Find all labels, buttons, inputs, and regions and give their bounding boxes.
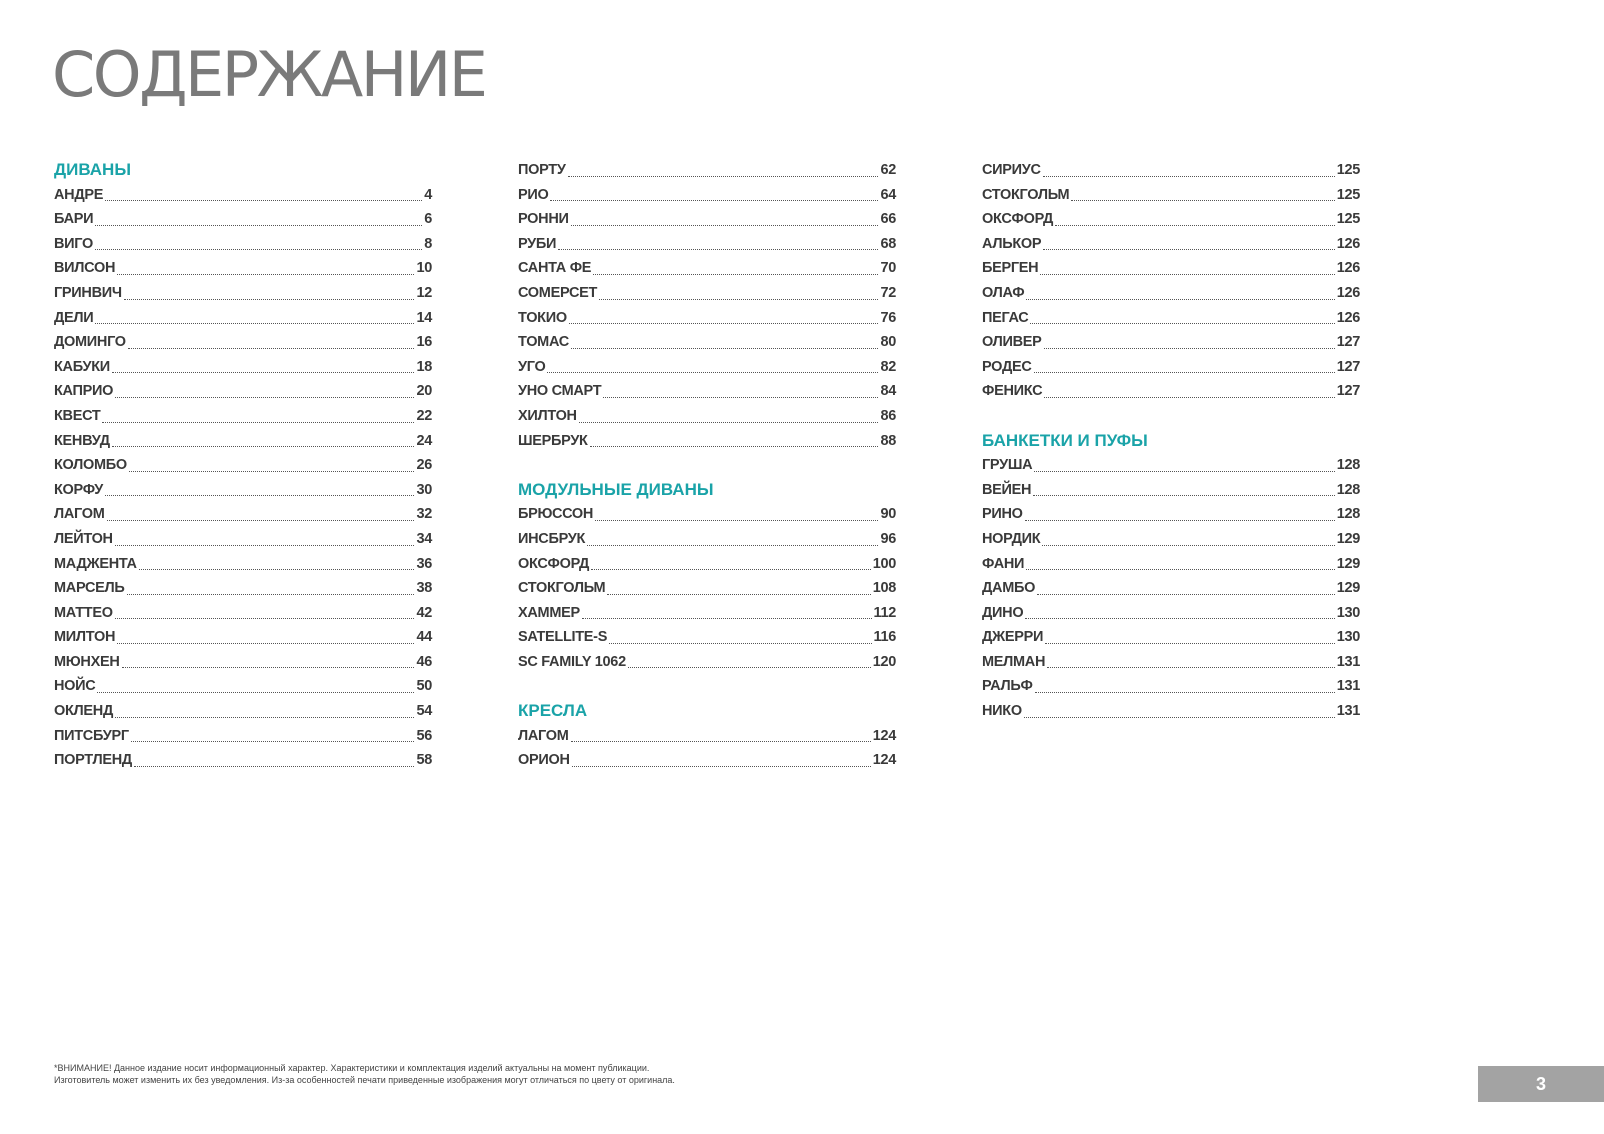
dot-leader — [122, 667, 415, 668]
dot-leader — [1047, 667, 1335, 668]
toc-entry-name: ДОМИНГО — [54, 334, 126, 351]
toc-entry[interactable] — [518, 404, 896, 429]
toc-entry[interactable] — [54, 650, 432, 675]
toc-entry-name: МАДЖЕНТА — [54, 555, 137, 572]
toc-entry-page: 125 — [1336, 162, 1360, 178]
dot-leader — [568, 176, 879, 177]
toc-entry-page: 18 — [416, 358, 432, 375]
toc-entry[interactable] — [982, 183, 1360, 208]
toc-entry-page: 14 — [416, 309, 432, 326]
dot-leader — [139, 569, 415, 570]
dot-leader — [628, 667, 871, 668]
toc-entry[interactable] — [982, 330, 1360, 355]
toc-entry-page: 126 — [1336, 235, 1360, 252]
toc-entry[interactable] — [518, 601, 896, 626]
toc-entry[interactable] — [54, 232, 432, 257]
dot-leader — [1043, 176, 1335, 177]
toc-entry-name: ВЕЙЕН — [982, 481, 1032, 498]
dot-leader — [128, 348, 415, 349]
toc-entry[interactable] — [54, 429, 432, 454]
toc-entry[interactable] — [982, 232, 1360, 257]
toc-entry-name: БАРИ — [54, 211, 94, 228]
toc-entry[interactable] — [982, 281, 1360, 306]
toc-entry[interactable] — [518, 281, 896, 306]
section-gap — [518, 453, 896, 478]
toc-entry-page: 116 — [873, 629, 896, 646]
dot-leader — [127, 594, 415, 595]
toc-entry[interactable] — [518, 625, 896, 650]
toc-entry-page: 16 — [416, 334, 432, 351]
dot-leader — [95, 225, 422, 226]
dot-leader — [603, 397, 878, 398]
dot-leader — [587, 545, 878, 546]
toc-entry-name: ИНСБРУК — [518, 530, 586, 547]
toc-entry-name: НИКО — [982, 703, 1022, 720]
toc-entry-name: ЛЕЙТОН — [54, 530, 113, 547]
dot-leader — [115, 397, 414, 398]
toc-entry-name: РИНО — [982, 506, 1023, 523]
dot-leader — [607, 594, 870, 595]
toc-entry[interactable] — [982, 379, 1360, 404]
toc-entry-page: 36 — [416, 555, 432, 572]
footnote-line-1: *ВНИМАНИЕ! Данное издание носит информационный характер. Характеристики и комплектация изделий актуальны на момент публикации. — [54, 1063, 650, 1073]
toc-entry-page: 44 — [416, 629, 432, 646]
toc-entry-page: 8 — [424, 235, 432, 252]
toc-entry-page: 10 — [416, 260, 432, 277]
toc-entry-name: БЕРГЕН — [982, 260, 1039, 277]
dot-leader — [1025, 618, 1334, 619]
toc-entry-page: 68 — [880, 235, 896, 252]
toc-entry[interactable] — [982, 478, 1360, 503]
toc-column-1 — [54, 158, 432, 773]
toc-entry-page: 124 — [872, 752, 896, 769]
toc-entry-page: 58 — [416, 752, 432, 769]
toc-entry[interactable] — [518, 502, 896, 527]
dot-leader — [1035, 692, 1335, 693]
toc-entry-name: СОМЕРСЕТ — [518, 284, 598, 301]
toc-entry[interactable] — [982, 453, 1360, 478]
toc-entry-name: АЛЬКОР — [982, 235, 1042, 252]
toc-entry-name: МЮНХЕН — [54, 653, 120, 670]
toc-entry[interactable] — [982, 306, 1360, 331]
toc-entry[interactable] — [518, 650, 896, 675]
toc-entry[interactable] — [982, 576, 1360, 601]
dot-leader — [1055, 225, 1335, 226]
footnote-line-2: Изготовитель может изменить их без уведомления. Из-за особенностей печати приведенные изображения могут отличаться по цвету от оригинала. — [54, 1075, 675, 1085]
toc-entry[interactable] — [982, 207, 1360, 232]
toc-entry[interactable] — [518, 429, 896, 454]
toc-entry-page: 120 — [872, 653, 896, 670]
toc-entry-name: РАЛЬФ — [982, 678, 1033, 695]
toc-entry[interactable] — [518, 527, 896, 552]
toc-entry-name: ФЕНИКС — [982, 383, 1043, 400]
dot-leader — [571, 348, 879, 349]
toc-entry-page: 70 — [880, 260, 896, 277]
toc-entry-name: СТОКГОЛЬМ — [982, 186, 1070, 203]
toc-entry[interactable] — [982, 552, 1360, 577]
section-heading: МОДУЛЬНЫЕ ДИВАНЫ — [518, 479, 714, 499]
toc-entry[interactable] — [518, 207, 896, 232]
dot-leader — [115, 618, 415, 619]
toc-entry-page: 20 — [416, 383, 432, 400]
toc-entry[interactable] — [982, 699, 1360, 724]
dot-leader — [571, 741, 871, 742]
dot-leader — [134, 766, 415, 767]
toc-entry-page: 96 — [880, 530, 896, 547]
toc-entry-page: 66 — [880, 211, 896, 228]
toc-entry-name: СТОКГОЛЬМ — [518, 580, 606, 597]
toc-entry[interactable] — [54, 256, 432, 281]
toc-entry[interactable] — [982, 674, 1360, 699]
dot-leader — [593, 274, 878, 275]
toc-entry[interactable] — [518, 355, 896, 380]
toc-entry[interactable] — [982, 502, 1360, 527]
toc-entry-name: УНО СМАРТ — [518, 383, 602, 400]
toc-entry-name: ДЕЛИ — [54, 309, 94, 326]
dot-leader — [1025, 520, 1335, 521]
dot-leader — [1040, 274, 1334, 275]
dot-leader — [1071, 200, 1334, 201]
toc-entry-name: РОДЕС — [982, 358, 1032, 375]
toc-entry-page: 54 — [416, 703, 432, 720]
dot-leader — [102, 422, 414, 423]
toc-entry[interactable] — [54, 281, 432, 306]
toc-entry-name: ФАНИ — [982, 555, 1025, 572]
dot-leader — [105, 200, 422, 201]
toc-entry[interactable] — [54, 527, 432, 552]
dot-leader — [131, 741, 415, 742]
dot-leader — [105, 495, 415, 496]
disclaimer-footnote — [54, 1062, 954, 1086]
toc-entry-name: ЛАГОМ — [518, 727, 569, 744]
toc-entry[interactable] — [518, 256, 896, 281]
dot-leader — [1034, 372, 1335, 373]
dot-leader — [112, 446, 415, 447]
section-heading: ДИВАНЫ — [54, 160, 131, 179]
dot-leader — [579, 422, 879, 423]
dot-leader — [95, 323, 414, 324]
dot-leader — [1044, 397, 1334, 398]
toc-entry[interactable] — [54, 207, 432, 232]
dot-leader — [124, 299, 415, 300]
toc-entry-page: 62 — [880, 162, 896, 178]
page-number: 3 — [1478, 1066, 1604, 1102]
toc-entry-name: ХАММЕР — [518, 604, 580, 621]
dot-leader — [595, 520, 878, 521]
toc-entry-page: 128 — [1336, 481, 1360, 498]
dot-leader — [97, 692, 414, 693]
dot-leader — [112, 372, 415, 373]
toc-entry-page: 126 — [1336, 309, 1360, 326]
toc-column-2 — [518, 158, 896, 773]
toc-entry-name: МЕЛМАН — [982, 653, 1046, 670]
toc-entry[interactable] — [982, 158, 1360, 183]
toc-entry-page: 88 — [880, 432, 896, 449]
toc-entry[interactable] — [982, 527, 1360, 552]
toc-entry-name: ЛАГОМ — [54, 506, 105, 523]
toc-entry-name: ПОРТУ — [518, 162, 566, 178]
dot-leader — [1042, 545, 1334, 546]
toc-entry-page: 12 — [416, 284, 432, 301]
toc-entry-name: СИРИУС — [982, 162, 1041, 178]
dot-leader — [115, 545, 415, 546]
toc-entry-name: ОЛИВЕР — [982, 334, 1042, 351]
toc-entry-name: SATELLITE-S — [518, 629, 608, 646]
toc-entry[interactable] — [54, 330, 432, 355]
dot-leader — [550, 200, 878, 201]
toc-entry-page: 131 — [1336, 653, 1360, 670]
toc-entry-page: 130 — [1336, 629, 1360, 646]
toc-entry-page: 32 — [416, 506, 432, 523]
toc-entry-page: 127 — [1336, 383, 1360, 400]
toc-entry-page: 76 — [880, 309, 896, 326]
section-gap — [518, 674, 896, 699]
toc-entry-page: 125 — [1336, 211, 1360, 228]
toc-entry-page: 72 — [880, 284, 896, 301]
toc-entry-page: 130 — [1336, 604, 1360, 621]
dot-leader — [1026, 299, 1334, 300]
toc-entry-page: 131 — [1336, 678, 1360, 695]
toc-entry[interactable] — [54, 355, 432, 380]
toc-entry-page: 128 — [1336, 457, 1360, 474]
section-gap — [982, 404, 1360, 429]
toc-entry-page: 128 — [1336, 506, 1360, 523]
toc-entry-name: КОЛОМБО — [54, 457, 127, 474]
dot-leader — [1024, 717, 1335, 718]
dot-leader — [572, 766, 871, 767]
toc-entry-page: 56 — [416, 727, 432, 744]
toc-entry-name: ДИНО — [982, 604, 1024, 621]
toc-entry[interactable] — [518, 379, 896, 404]
toc-entry-name: РИО — [518, 186, 549, 203]
toc-entry[interactable] — [982, 355, 1360, 380]
toc-entry-page: 86 — [880, 407, 896, 424]
toc-entry[interactable] — [54, 478, 432, 503]
toc-entry[interactable] — [54, 552, 432, 577]
dot-leader — [1026, 569, 1335, 570]
toc-entry[interactable] — [518, 552, 896, 577]
dot-leader — [117, 274, 414, 275]
dot-leader — [582, 618, 872, 619]
dot-leader — [599, 299, 878, 300]
dot-leader — [1045, 643, 1335, 644]
toc-entry-page: 82 — [880, 358, 896, 375]
toc-column-3 — [982, 158, 1360, 724]
toc-entry-name: ВИЛСОН — [54, 260, 116, 277]
section-heading: КРЕСЛА — [518, 701, 588, 721]
toc-entry-page: 124 — [872, 727, 896, 744]
toc-entry-name: ГРУША — [982, 457, 1033, 474]
toc-entry[interactable] — [54, 601, 432, 626]
toc-entry-page: 100 — [872, 555, 896, 572]
toc-entry-page: 126 — [1336, 284, 1360, 301]
toc-entry[interactable] — [982, 601, 1360, 626]
toc-entry[interactable] — [518, 748, 896, 773]
dot-leader — [609, 643, 871, 644]
toc-entry-page: 129 — [1336, 580, 1360, 597]
toc-entry[interactable] — [518, 576, 896, 601]
toc-entry-page: 64 — [880, 186, 896, 203]
toc-entry-page: 50 — [416, 678, 432, 695]
dot-leader — [1030, 323, 1334, 324]
toc-entry[interactable] — [982, 650, 1360, 675]
toc-entry-page: 26 — [416, 457, 432, 474]
toc-entry-name: ОЛАФ — [982, 284, 1025, 301]
toc-entry-page: 108 — [872, 580, 896, 597]
dot-leader — [547, 372, 878, 373]
toc-entry-name: ОКСФОРД — [982, 211, 1054, 228]
dot-leader — [129, 471, 415, 472]
toc-entry-page: 126 — [1336, 260, 1360, 277]
toc-entry[interactable] — [54, 453, 432, 478]
toc-entry-name: ТОКИО — [518, 309, 567, 326]
toc-entry-name: ПЕГАС — [982, 309, 1029, 326]
toc-entry-page: 125 — [1336, 186, 1360, 203]
toc-entry[interactable] — [54, 674, 432, 699]
toc-entry[interactable] — [54, 306, 432, 331]
toc-entry-name: КВЕСТ — [54, 407, 101, 424]
dot-leader — [558, 249, 878, 250]
toc-entry[interactable] — [518, 183, 896, 208]
toc-entry-name: ПИТСБУРГ — [54, 727, 129, 744]
toc-entry-name: МИЛТОН — [54, 629, 116, 646]
toc-entry[interactable] — [54, 404, 432, 429]
toc-entry-page: 46 — [416, 653, 432, 670]
toc-entry-name: МАРСЕЛЬ — [54, 580, 125, 597]
toc-entry-page: 30 — [416, 481, 432, 498]
toc-entry-page: 6 — [424, 211, 432, 228]
toc-entry-page: 129 — [1336, 555, 1360, 572]
toc-entry[interactable] — [982, 625, 1360, 650]
toc-entry[interactable] — [54, 625, 432, 650]
toc-entry-name: РОННИ — [518, 211, 569, 228]
toc-entry-page: 127 — [1336, 358, 1360, 375]
toc-entry-name: ВИГО — [54, 235, 94, 252]
toc-entry[interactable] — [54, 576, 432, 601]
toc-entry-name: УГО — [518, 358, 546, 375]
toc-entry-page: 24 — [416, 432, 432, 449]
dot-leader — [571, 225, 879, 226]
dot-leader — [1037, 594, 1335, 595]
toc-entry-page: 127 — [1336, 334, 1360, 351]
toc-entry[interactable] — [518, 158, 896, 183]
toc-entry-name: ОКЛЕНД — [54, 703, 113, 720]
section-heading: БАНКЕТКИ И ПУФЫ — [982, 430, 1148, 450]
toc-entry-page: 84 — [880, 383, 896, 400]
dot-leader — [1043, 249, 1334, 250]
toc-entry[interactable] — [54, 183, 432, 208]
toc-entry-name: БРЮССОН — [518, 506, 594, 523]
toc-entry-name: ТОМАС — [518, 334, 569, 351]
dot-leader — [107, 520, 415, 521]
toc-entry[interactable] — [518, 330, 896, 355]
toc-entry-name: ШЕРБРУК — [518, 432, 588, 449]
toc-entry-name: SC FAMILY 1062 — [518, 653, 626, 670]
dot-leader — [115, 717, 414, 718]
toc-entry-name: КАПРИО — [54, 383, 114, 400]
toc-entry-page: 42 — [416, 604, 432, 621]
dot-leader — [1044, 348, 1335, 349]
toc-entry-page: 22 — [416, 407, 432, 424]
toc-entry-name: КЕНВУД — [54, 432, 110, 449]
toc-entry-name: ДЖЕРРИ — [982, 629, 1044, 646]
dot-leader — [1034, 471, 1334, 472]
toc-entry-name: АНДРЕ — [54, 186, 104, 203]
dot-leader — [569, 323, 879, 324]
dot-leader — [590, 446, 879, 447]
toc-entry[interactable] — [518, 232, 896, 257]
toc-entry[interactable] — [54, 724, 432, 749]
dot-leader — [95, 249, 422, 250]
toc-entry-name: РУБИ — [518, 235, 557, 252]
toc-entry[interactable] — [982, 256, 1360, 281]
toc-entry-page: 131 — [1336, 703, 1360, 720]
toc-entry-name: ПОРТЛЕНД — [54, 752, 132, 769]
toc-entry[interactable] — [54, 502, 432, 527]
toc-entry-name: САНТА ФЕ — [518, 260, 592, 277]
toc-entry-name: ГРИНВИЧ — [54, 284, 122, 301]
toc-entry[interactable] — [54, 379, 432, 404]
toc-entry-page: 90 — [880, 506, 896, 523]
toc-entry-page: 4 — [424, 186, 432, 203]
toc-entry-page: 38 — [416, 580, 432, 597]
toc-entry-page: 80 — [880, 334, 896, 351]
toc-entry[interactable] — [54, 699, 432, 724]
toc-entry-name: ДАМБО — [982, 580, 1036, 597]
dot-leader — [591, 569, 871, 570]
toc-entry-page: 129 — [1336, 530, 1360, 547]
toc-entry-page: 112 — [873, 604, 896, 621]
toc-entry-name: НОРДИК — [982, 530, 1041, 547]
toc-entry[interactable] — [518, 724, 896, 749]
toc-entry-page: 34 — [416, 530, 432, 547]
page-title: СОДЕРЖАНИЕ — [52, 38, 486, 111]
dot-leader — [1033, 495, 1334, 496]
toc-entry-name: ОРИОН — [518, 752, 570, 769]
toc-entry-name: КОРФУ — [54, 481, 103, 498]
toc-entry-name: ХИЛТОН — [518, 407, 577, 424]
toc-entry-name: НОЙС — [54, 678, 96, 695]
dot-leader — [117, 643, 414, 644]
toc-entry-name: ОКСФОРД — [518, 555, 590, 572]
toc-entry[interactable] — [518, 306, 896, 331]
toc-entry-name: КАБУКИ — [54, 358, 110, 375]
toc-entry-name: МАТТЕО — [54, 604, 113, 621]
toc-entry[interactable] — [54, 748, 432, 773]
